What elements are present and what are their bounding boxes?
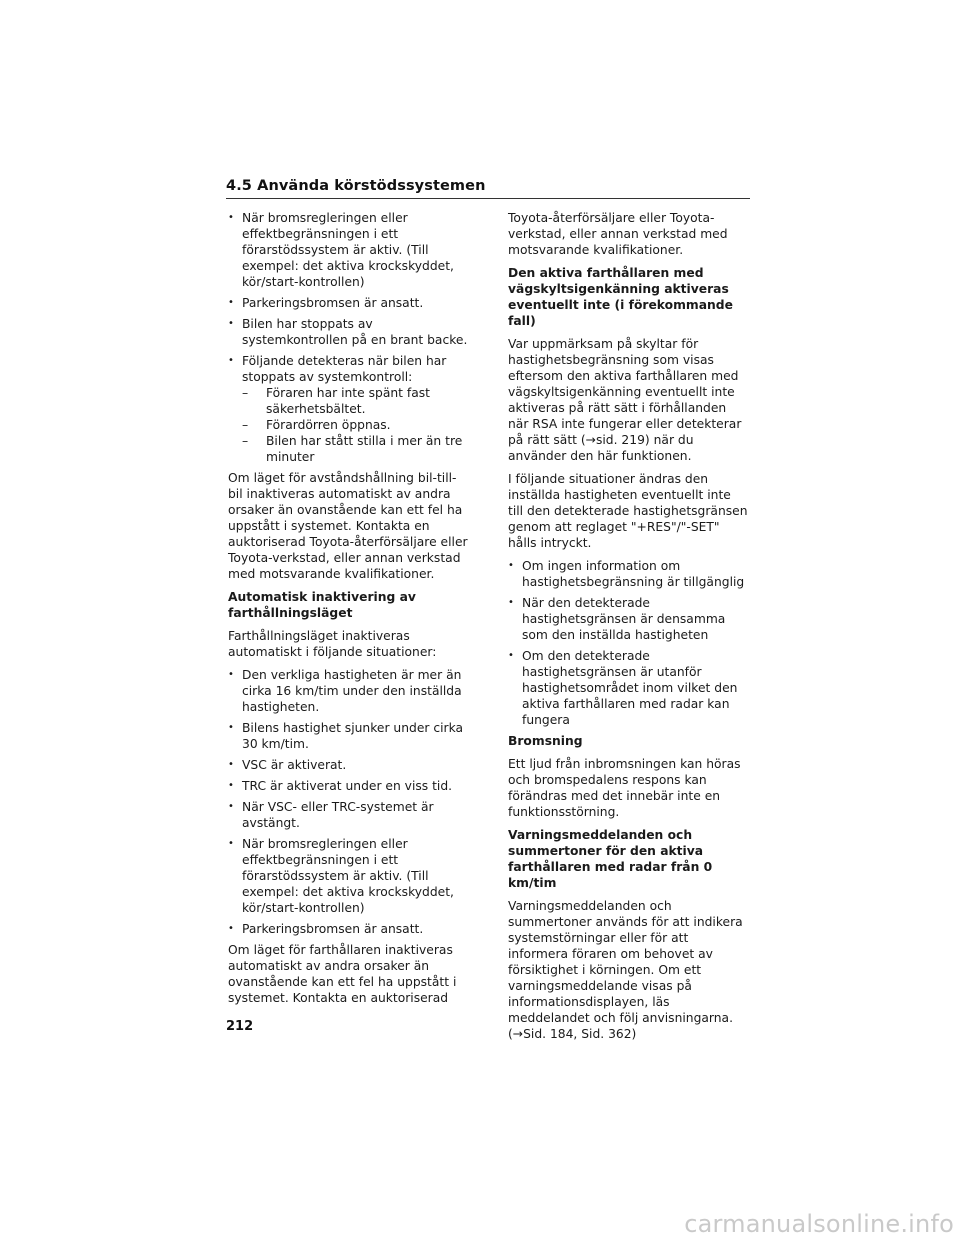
list-item: • När VSC- eller TRC-systemet är avstängt. xyxy=(228,799,468,831)
list-item: • Om ingen information om hastighetsbegränsning är tillgänglig xyxy=(508,558,748,590)
list-item: • Den verkliga hastigheten är mer än cirka 16 km/tim under den inställda hastigheten. xyxy=(228,667,468,715)
list-item: • Parkeringsbromsen är ansatt. xyxy=(228,921,468,937)
sublist-item: – Bilen har stått stilla i mer än tre minuter xyxy=(242,434,463,464)
bullet-list xyxy=(508,558,748,728)
list-item: • TRC är aktiverat under en viss tid. xyxy=(228,778,468,794)
bullet-list xyxy=(228,210,468,465)
paragraph: Varningsmeddelanden och summertoner används för att indikera systemstörningar eller för att informera föraren om behovet av försiktighet i körningen. Om ett varningsmeddelande visas på informationsdisplayen, läs meddelandet och följ anvisningarna. (→Sid. 184, Sid. 362) xyxy=(508,899,743,1041)
right-column xyxy=(508,210,748,1049)
section-header: 4.5 Använda körstödssystemen xyxy=(226,178,750,199)
paragraph: Toyota-återförsäljare eller Toyota-verkstad, eller annan verkstad med motsvarande kvalifikationer. xyxy=(508,211,728,257)
sublist-item-text: Föraren har inte spänt fast säkerhetsbältet. xyxy=(266,386,430,416)
subheading: Automatisk inaktivering av farthållningsläget xyxy=(228,590,416,620)
paragraph: Ett ljud från inbromsningen kan höras och bromspedalens respons kan förändras med det innebär inte en funktionsstörning. xyxy=(508,757,741,819)
dash-sublist xyxy=(242,385,468,465)
list-item xyxy=(228,353,468,465)
list-item: • VSC är aktiverat. xyxy=(228,757,468,773)
subheading: Den aktiva farthållaren med vägskyltsigenkänning aktiveras eventuellt inte (i förekommande fall) xyxy=(508,266,733,328)
subheading: Varningsmeddelanden och summertoner för den aktiva farthållaren med radar från 0 km/tim xyxy=(508,828,713,890)
list-item-text: Följande detekteras när bilen har stoppats av systemkontroll: xyxy=(242,354,447,384)
list-item: • Bilens hastighet sjunker under cirka 30 km/tim. xyxy=(228,720,468,752)
list-item: • När bromsregleringen eller effektbegränsningen i ett förarstödssystem är aktiv. (Till exempel: det aktiva krockskyddet, kör/start-kontrollen) xyxy=(228,210,468,290)
bullet-list xyxy=(228,667,468,937)
list-item: • När bromsregleringen eller effektbegränsningen i ett förarstödssystem är aktiv. (Till exempel: det aktiva krockskyddet, kör/start-kontrollen) xyxy=(228,836,468,916)
list-item: • Bilen har stoppats av systemkontrollen på en brant backe. xyxy=(228,316,468,348)
sublist-item: – Föraren har inte spänt fast säkerhetsbältet. xyxy=(242,386,430,416)
sublist-item: – Förardörren öppnas. xyxy=(242,418,391,432)
sublist-item-text: Bilen har stått stilla i mer än tre minuter xyxy=(266,434,463,464)
left-column xyxy=(228,210,468,1013)
subheading: Bromsning xyxy=(508,734,583,748)
page-number: 212 xyxy=(226,1019,254,1034)
list-item: • Om den detekterade hastighetsgränsen är utanför hastighetsområdet inom vilket den aktiva farthållaren med radar kan fungera xyxy=(508,648,748,728)
paragraph: Om läget för farthållaren inaktiveras automatiskt av andra orsaker än ovanstående kan ett fel ha uppstått i systemet. Kontakta en auktoriserad xyxy=(228,943,457,1005)
paragraph: Farthållningsläget inaktiveras automatiskt i följande situationer: xyxy=(228,629,437,659)
watermark: carmanualsonline.info xyxy=(684,1210,954,1238)
paragraph: Var uppmärksam på skyltar för hastighetsbegränsning som visas eftersom den aktiva farthållaren med vägskyltsigenkänning eventuellt inte aktiveras på rätt sätt i förhållanden när RSA inte fungerar eller detekterar på rätt sätt (→sid. 219) när du använder den här funktionen. xyxy=(508,337,742,463)
paragraph: I följande situationer ändras den inställda hastigheten eventuellt inte till den detekterade hastighetsgränsen genom att reglaget "+RES"/"-SET" hålls intryckt. xyxy=(508,472,748,550)
list-item: • När den detekterade hastighetsgränsen är densamma som den inställda hastigheten xyxy=(508,595,748,643)
list-item: • Parkeringsbromsen är ansatt. xyxy=(228,295,468,311)
paragraph: Om läget för avståndshållning bil-till-bil inaktiveras automatiskt av andra orsaker än ovanstående kan ett fel ha uppstått i systemet. Kontakta en auktoriserad Toyota-återförsäljare eller Toyota-verkstad, eller annan verkstad med motsvarande kvalifikationer. xyxy=(228,471,468,581)
sublist-item-text: Förardörren öppnas. xyxy=(266,418,391,432)
